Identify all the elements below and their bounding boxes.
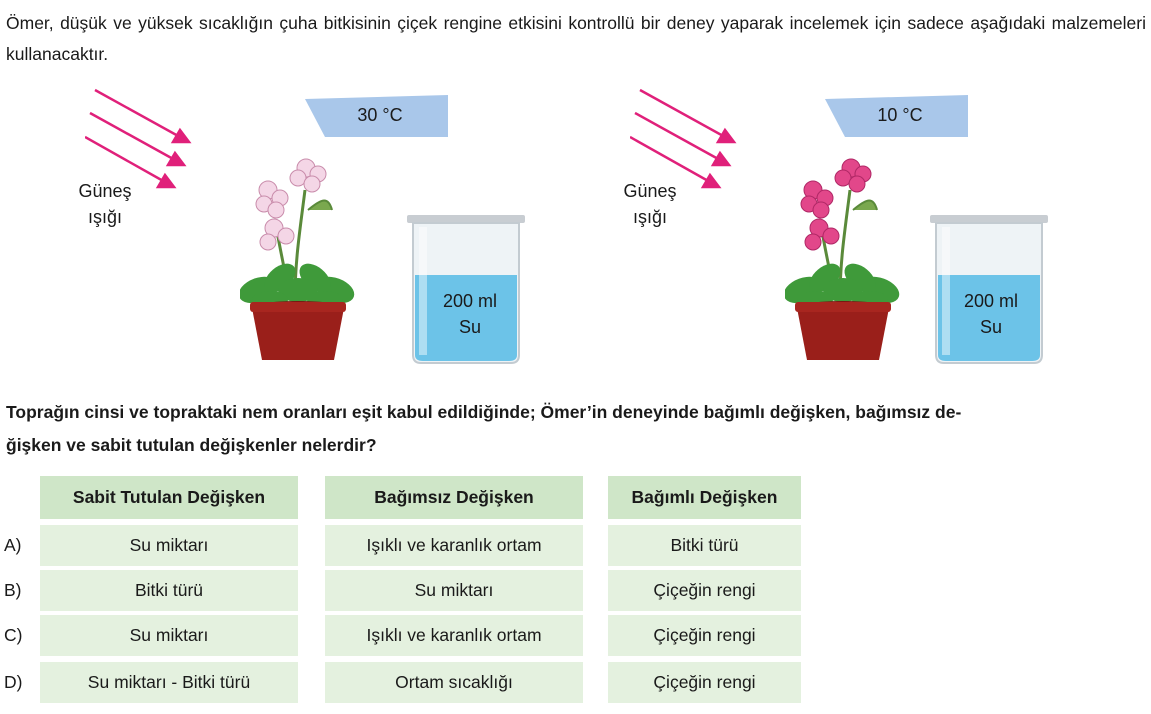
option-c-constant[interactable]: Su miktarı <box>40 615 298 656</box>
sunlight-label: Güneş ışığı <box>623 181 677 227</box>
question-text: Toprağın cinsi ve topraktaki nem oranları eşit kabul edildiğinde; Ömer’in deneyinde bağımlı değişken, bağımsız de- ğişken ve sabit tutulan değişkenler nelerdir? <box>6 402 962 455</box>
option-b-constant[interactable]: Bitki türü <box>40 570 298 611</box>
potted-flower-icon <box>785 150 905 365</box>
option-a-dependent[interactable]: Bitki türü <box>608 525 801 566</box>
option-a-independent[interactable]: Işıklı ve karanlık ortam <box>325 525 583 566</box>
option-d-constant[interactable]: Su miktarı - Bitki türü <box>40 662 298 703</box>
sunlight-label: Güneş ışığı <box>78 181 132 227</box>
experiment-setup-cold <box>545 80 1105 370</box>
header-constant-variable: Sabit Tutulan Değişken <box>40 476 298 519</box>
option-b-dependent[interactable]: Çiçeğin rengi <box>608 570 801 611</box>
intro-paragraph: Ömer, düşük ve yüksek sıcaklığın çuha bitkisinin çiçek rengine etkisini kontrollü bir deney yaparak incelemek için sadece aşağıdaki malzemeleri kullanacaktır. <box>6 13 1146 64</box>
beaker-label: 200 ml Su <box>963 291 1019 337</box>
temperature-label: 10 °C <box>825 95 968 137</box>
header-dependent-variable: Bağımlı Değişken <box>608 476 801 519</box>
temperature-label: 30 °C <box>305 95 448 137</box>
option-b-independent[interactable]: Su miktarı <box>325 570 583 611</box>
option-c-independent[interactable]: Işıklı ve karanlık ortam <box>325 615 583 656</box>
potted-flower-icon <box>240 150 360 365</box>
option-letter-c[interactable]: C) <box>4 625 23 645</box>
option-c-dependent[interactable]: Çiçeğin rengi <box>608 615 801 656</box>
header-independent-variable: Bağımsız Değişken <box>325 476 583 519</box>
experiment-setup-warm <box>0 80 560 370</box>
option-letter-d[interactable]: D) <box>4 672 23 692</box>
option-letter-b[interactable]: B) <box>4 580 22 600</box>
option-a-constant[interactable]: Su miktarı <box>40 525 298 566</box>
option-d-dependent[interactable]: Çiçeğin rengi <box>608 662 801 703</box>
beaker-label: 200 ml Su <box>442 291 498 337</box>
option-letter-a[interactable]: A) <box>4 535 22 555</box>
option-d-independent[interactable]: Ortam sıcaklığı <box>325 662 583 703</box>
